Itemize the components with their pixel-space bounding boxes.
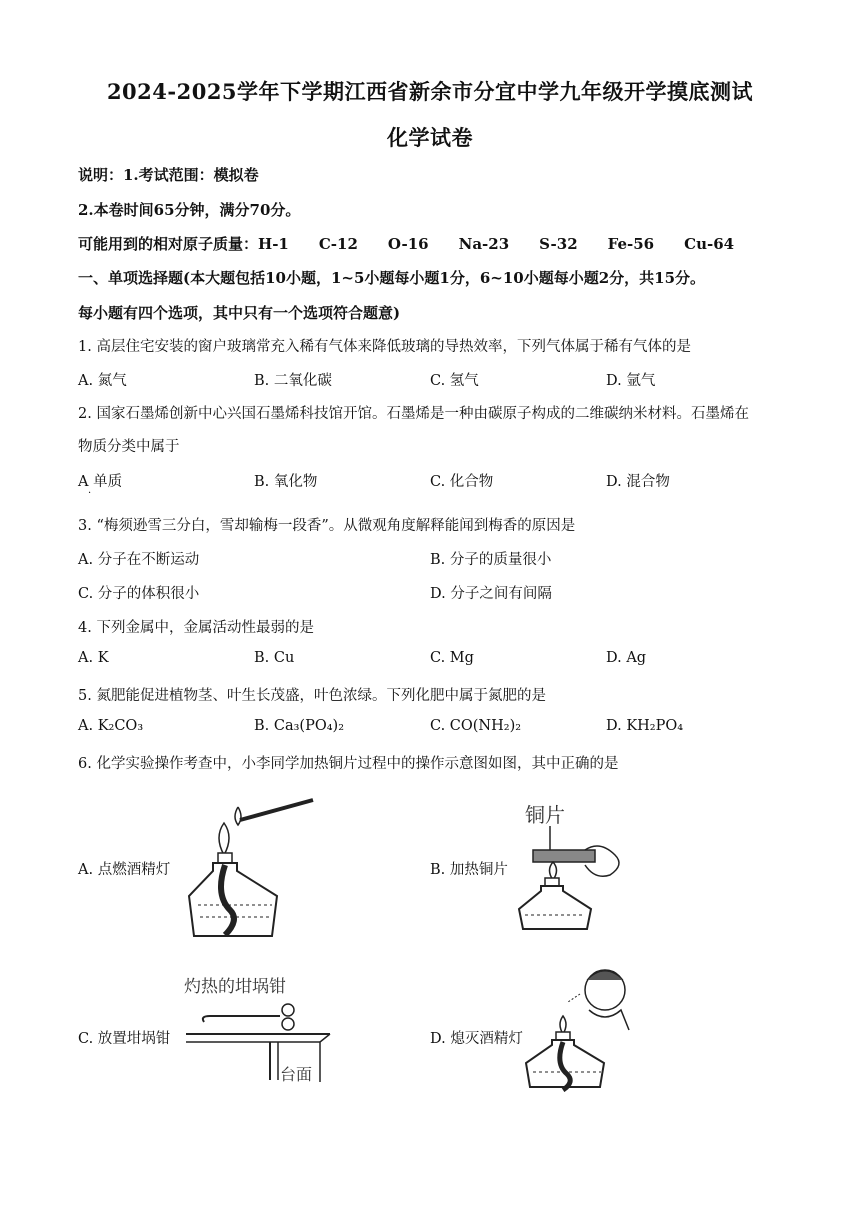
q6-option-c[interactable]: C. 放置坩埚钳 bbox=[78, 1031, 171, 1047]
q2-option-b[interactable]: B. 氧化物 bbox=[254, 474, 318, 490]
figure-c-bottom-label: 台面 bbox=[280, 1065, 313, 1084]
question-2-stem-line-1: 2. 国家石墨烯创新中心兴国石墨烯科技馆开馆。石墨烯是一种由碳原子构成的二维碳纳米材料。石墨烯在 bbox=[78, 406, 749, 422]
figure-c-top-label: 灼热的坩埚钳 bbox=[184, 977, 286, 997]
q4-option-a[interactable]: A. K bbox=[78, 650, 109, 666]
atom-mass: Fe-56 bbox=[607, 235, 655, 253]
atomic-mass-label: 可能用到的相对原子质量： bbox=[78, 235, 259, 253]
heating-copper-figure bbox=[515, 800, 635, 930]
question-1-stem: 1. 高层住宅安装的窗户玻璃常充入稀有气体来降低玻璃的导热效率，下列气体属于稀有气体的是 bbox=[78, 339, 691, 355]
q3-option-c[interactable]: C. 分子的体积很小 bbox=[78, 586, 200, 602]
exam-title: 2024-2025学年下学期江西省新余市分宜中学九年级开学摸底测试 bbox=[106, 79, 754, 104]
q2-option-a[interactable]: A 单质 bbox=[78, 474, 123, 490]
question-5-stem: 5. 氮肥能促进植物茎、叶生长茂盛，叶色浓绿。下列化肥中属于氮肥的是 bbox=[78, 688, 546, 704]
atom-mass: S-32 bbox=[539, 235, 578, 253]
q4-option-d[interactable]: D. Ag bbox=[606, 650, 647, 666]
q4-option-c[interactable]: C. Mg bbox=[430, 650, 474, 666]
match-flame bbox=[235, 807, 241, 825]
atom-mass: C-12 bbox=[318, 235, 358, 253]
q4-option-b[interactable]: B. Cu bbox=[254, 650, 295, 666]
q2-option-d[interactable]: D. 混合物 bbox=[606, 474, 670, 490]
lamp-body bbox=[526, 1040, 604, 1087]
q1-option-a[interactable]: A. 氮气 bbox=[78, 373, 127, 389]
q6-option-a[interactable]: A. 点燃酒精灯 bbox=[78, 862, 171, 878]
q3-option-a[interactable]: A. 分子在不断运动 bbox=[78, 552, 200, 568]
atom-mass: Na-23 bbox=[458, 235, 510, 253]
q5-option-b[interactable]: B. Ca₃(PO₄)₂ bbox=[254, 718, 345, 734]
atomic-mass-line bbox=[78, 233, 764, 254]
tongs bbox=[203, 1016, 280, 1022]
note-line-1: 说明：1.考试范围：模拟卷 bbox=[78, 166, 259, 184]
question-3-stem: 3. “梅须逊雪三分白，雪却输梅一段香”。从微观角度解释能闻到梅香的原因是 bbox=[78, 518, 576, 534]
section-heading-line-2: 每小题有四个选项，其中只有一个选项符合题意) bbox=[78, 304, 401, 322]
atom-mass: H-1 bbox=[258, 235, 289, 253]
lamp-body bbox=[519, 886, 591, 929]
exam-subtitle: 化学试卷 bbox=[387, 125, 473, 150]
question-2-stem-line-2: 物质分类中属于 bbox=[78, 439, 180, 455]
q3-option-b[interactable]: B. 分子的质量很小 bbox=[430, 552, 552, 568]
atom-mass: O-16 bbox=[387, 235, 429, 253]
q1-option-c[interactable]: C. 氢气 bbox=[430, 373, 479, 389]
alcohol-lamp-lighting-figure bbox=[188, 795, 328, 945]
match-stick bbox=[240, 800, 313, 820]
extinguishing-lamp-figure bbox=[525, 960, 643, 1092]
stray-dot: · bbox=[88, 488, 92, 499]
lamp-flame bbox=[219, 823, 229, 855]
q1-option-d[interactable]: D. 氩气 bbox=[606, 373, 656, 389]
q2-option-c[interactable]: C. 化合物 bbox=[430, 474, 494, 490]
q6-option-d[interactable]: D. 熄灭酒精灯 bbox=[430, 1031, 523, 1047]
q5-option-d[interactable]: D. KH₂PO₄ bbox=[606, 718, 684, 734]
question-4-stem: 4. 下列金属中，金属活动性最弱的是 bbox=[78, 620, 314, 636]
figure-b-label: 铜片 bbox=[525, 803, 565, 827]
q3-option-d[interactable]: D. 分子之间有间隔 bbox=[430, 586, 552, 602]
copper-sheet bbox=[533, 850, 595, 862]
atom-mass: Cu-64 bbox=[684, 235, 735, 253]
section-heading-line-1: 一、单项选择题(本大题包括10小题，1~5小题每小题1分，6~10小题每小题2分，共15分。 bbox=[78, 269, 706, 287]
q6-option-b[interactable]: B. 加热铜片 bbox=[430, 862, 508, 878]
question-6-stem: 6. 化学实验操作考查中，小李同学加热铜片过程中的操作示意图如图，其中正确的是 bbox=[78, 756, 619, 772]
note-line-2: 2.本卷时间65分钟，满分70分。 bbox=[78, 201, 301, 219]
crucible-tongs-figure bbox=[180, 972, 340, 1090]
q5-option-a[interactable]: A. K₂CO₃ bbox=[78, 718, 144, 734]
q5-option-c[interactable]: C. CO(NH₂)₂ bbox=[430, 718, 522, 734]
q1-option-b[interactable]: B. 二氧化碳 bbox=[254, 373, 332, 389]
lamp-wick bbox=[221, 865, 234, 935]
